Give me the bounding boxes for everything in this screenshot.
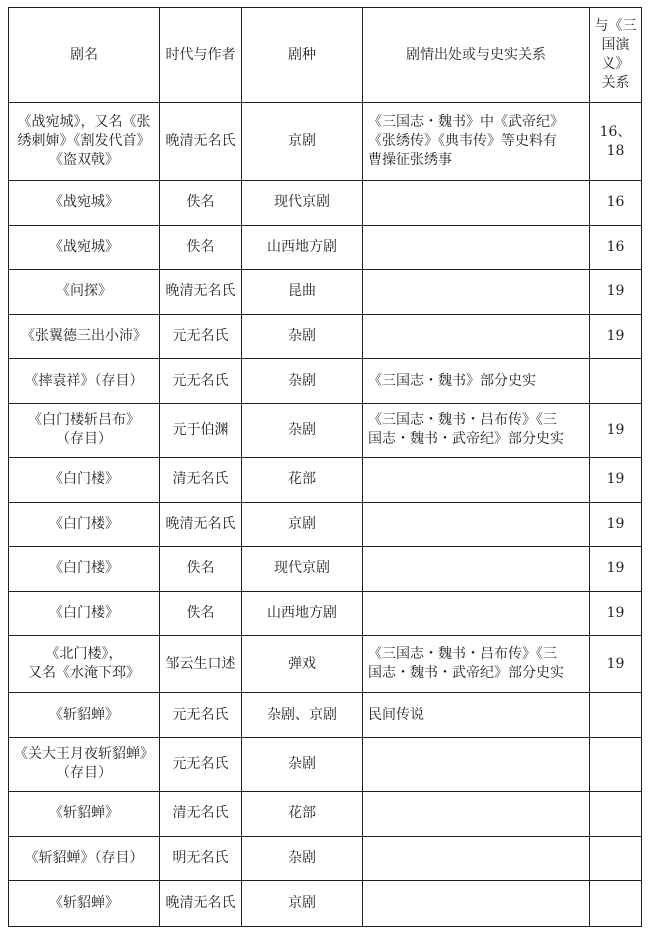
- cell-era: 佚名: [160, 591, 242, 636]
- cell-name-line: 《张翼德三出小沛》: [21, 328, 147, 345]
- cell-source: [363, 881, 590, 927]
- cell-source: [363, 103, 590, 181]
- cell-era: 元无名氏: [160, 314, 242, 359]
- cell-source: [363, 737, 590, 791]
- cell-era: 佚名: [160, 225, 242, 270]
- cell-source: [363, 591, 590, 636]
- table-row: [9, 225, 642, 270]
- table-row: [9, 791, 642, 836]
- cell-name: [9, 836, 160, 881]
- cell-genre: 杂剧: [242, 737, 363, 791]
- table-row: [9, 103, 642, 181]
- cell-source: [363, 791, 590, 836]
- cell-relation: 19: [590, 314, 642, 359]
- cell-name: [9, 636, 160, 693]
- table-row: [9, 881, 642, 927]
- cell-name: [9, 103, 160, 181]
- cell-name: [9, 225, 160, 270]
- cell-relation: 19: [590, 270, 642, 315]
- cell-source-line: 《三国志・魏书・吕布传》《三: [368, 646, 557, 663]
- cell-source: [363, 502, 590, 547]
- cell-name: [9, 791, 160, 836]
- cell-name-line: 《白门楼》: [49, 471, 119, 488]
- cell-name-line: 《北门楼》，: [45, 646, 123, 663]
- cell-genre: 杂剧: [242, 836, 363, 881]
- cell-era: 清无名氏: [160, 791, 242, 836]
- cell-name-line: 《斩貂蝉》: [49, 805, 119, 822]
- header-era: 时代与作者: [160, 8, 242, 103]
- cell-relation: [590, 737, 642, 791]
- cell-genre: 山西地方剧: [242, 225, 363, 270]
- cell-genre: 花部: [242, 457, 363, 502]
- cell-source: [363, 359, 590, 404]
- table-row: [9, 181, 642, 226]
- cell-source-line: 曹操征张绣事: [368, 152, 452, 168]
- cell-relation: 16: [590, 225, 642, 270]
- cell-name-line: 《战宛城》: [49, 238, 119, 255]
- cell-name: [9, 502, 160, 547]
- cell-name: [9, 693, 160, 738]
- table-row: [9, 591, 642, 636]
- cell-source-line: 国志・魏书・武帝纪》部分史实: [368, 665, 564, 682]
- cell-source-line: 《三国志・魏书》部分史实: [368, 372, 536, 389]
- cell-source-line: 《三国志・魏书》中《武帝纪》: [368, 114, 564, 130]
- cell-relation: 19: [590, 547, 642, 592]
- cell-genre: 杂剧、京剧: [242, 693, 363, 738]
- header-relation: [590, 8, 642, 103]
- cell-relation: 19: [590, 591, 642, 636]
- cell-source-line: 《三国志・魏书・吕布传》《三: [368, 412, 557, 429]
- cell-era: 元无名氏: [160, 359, 242, 404]
- table-row: [9, 457, 642, 502]
- table-row: [9, 502, 642, 547]
- cell-name: [9, 314, 160, 359]
- cell-name: [9, 457, 160, 502]
- cell-source: [363, 270, 590, 315]
- cell-name-line: 《战宛城》，又名《张: [17, 114, 151, 130]
- cell-source: [363, 314, 590, 359]
- cell-name-line: 《斩貂蝉》（存目）: [24, 849, 144, 866]
- page: [8, 7, 642, 927]
- cell-genre: 杂剧: [242, 359, 363, 404]
- cell-era: 明无名氏: [160, 836, 242, 881]
- table-row: [9, 693, 642, 738]
- cell-genre: 京剧: [242, 502, 363, 547]
- header-relation-line: 义》: [601, 56, 630, 72]
- cell-name-line: 绣刺婶》《割发代首》: [17, 133, 151, 149]
- cell-name-line: 《白门楼斩吕布》: [28, 412, 140, 429]
- header-relation-line: 与《三: [594, 18, 637, 34]
- cell-relation: 16: [590, 181, 642, 226]
- cell-genre: 现代京剧: [242, 547, 363, 592]
- cell-genre: 杂剧: [242, 403, 363, 457]
- cell-genre: 昆曲: [242, 270, 363, 315]
- cell-genre: 山西地方剧: [242, 591, 363, 636]
- cell-name-line: 《摔袁祥》（存目）: [24, 372, 144, 389]
- cell-relation: [590, 881, 642, 927]
- cell-name-line: 《白门楼》: [49, 605, 119, 622]
- cell-era: 晚清无名氏: [160, 502, 242, 547]
- cell-relation: [590, 359, 642, 404]
- cell-name-line: 又名《水淹下邳》: [28, 665, 140, 682]
- cell-source: [363, 225, 590, 270]
- cell-relation: 19: [590, 502, 642, 547]
- cell-genre: 现代京剧: [242, 181, 363, 226]
- cell-name-line: 《白门楼》: [49, 515, 119, 532]
- cell-name-line: 《白门楼》: [49, 560, 119, 577]
- cell-name: [9, 547, 160, 592]
- cell-genre: 京剧: [242, 881, 363, 927]
- table-row: [9, 314, 642, 359]
- cell-relation: 19: [590, 636, 642, 693]
- cell-relation: [590, 693, 642, 738]
- cell-era: 元无名氏: [160, 737, 242, 791]
- cell-name-line: 《盗双戟》: [49, 152, 119, 168]
- cell-name-line: （存目）: [56, 765, 112, 782]
- table-row: [9, 270, 642, 315]
- header-relation-line: 关系: [601, 75, 630, 91]
- cell-name-line: （存目）: [56, 431, 112, 448]
- cell-era: 晚清无名氏: [160, 270, 242, 315]
- header-row: [9, 8, 642, 103]
- header-genre: 剧种: [242, 8, 363, 103]
- cell-genre: 花部: [242, 791, 363, 836]
- cell-era: 晚清无名氏: [160, 881, 242, 927]
- cell-genre: 杂剧: [242, 314, 363, 359]
- cell-name-line: 《关大王月夜斩貂蝉》: [14, 746, 154, 763]
- table-row: [9, 547, 642, 592]
- cell-era: 清无名氏: [160, 457, 242, 502]
- cell-era: 元于伯渊: [160, 403, 242, 457]
- cell-name-line: 《战宛城》: [49, 194, 119, 211]
- cell-relation: [590, 791, 642, 836]
- drama-table: [8, 7, 642, 927]
- cell-name: [9, 881, 160, 927]
- cell-era: 佚名: [160, 547, 242, 592]
- cell-name-line: 《斩貂蝉》: [49, 895, 119, 912]
- cell-source: [363, 636, 590, 693]
- cell-era: 邹云生口述: [160, 636, 242, 693]
- cell-source: [363, 181, 590, 226]
- cell-source-line: 民间传说: [368, 706, 424, 723]
- header-name: 剧名: [9, 8, 160, 103]
- cell-relation: [590, 836, 642, 881]
- cell-source: [363, 457, 590, 502]
- cell-name: [9, 359, 160, 404]
- cell-source: [363, 836, 590, 881]
- cell-name: [9, 591, 160, 636]
- cell-name: [9, 403, 160, 457]
- cell-source: [363, 403, 590, 457]
- cell-source-line: 《张绣传》《典韦传》等史料有: [368, 133, 557, 149]
- cell-relation: 19: [590, 403, 642, 457]
- cell-name-line: 《斩貂蝉》: [49, 706, 119, 723]
- cell-relation: 16、18: [590, 103, 642, 181]
- table-row: [9, 359, 642, 404]
- table-row: [9, 737, 642, 791]
- cell-genre: 京剧: [242, 103, 363, 181]
- cell-relation: 19: [590, 457, 642, 502]
- cell-era: 元无名氏: [160, 693, 242, 738]
- cell-source-line: 国志・魏书・武帝纪》部分史实: [368, 431, 564, 448]
- table-row: [9, 836, 642, 881]
- cell-source: [363, 693, 590, 738]
- table-body: [9, 103, 642, 927]
- header-relation-line: 国演: [601, 37, 630, 53]
- cell-source: [363, 547, 590, 592]
- cell-genre: 弹戏: [242, 636, 363, 693]
- cell-name: [9, 737, 160, 791]
- cell-name: [9, 270, 160, 315]
- table-row: [9, 403, 642, 457]
- header-source: 剧情出处或与史实关系: [363, 8, 590, 103]
- cell-era: 佚名: [160, 181, 242, 226]
- cell-name-line: 《问探》: [56, 283, 112, 300]
- cell-name: [9, 181, 160, 226]
- table-row: [9, 636, 642, 693]
- cell-era: 晚清无名氏: [160, 103, 242, 181]
